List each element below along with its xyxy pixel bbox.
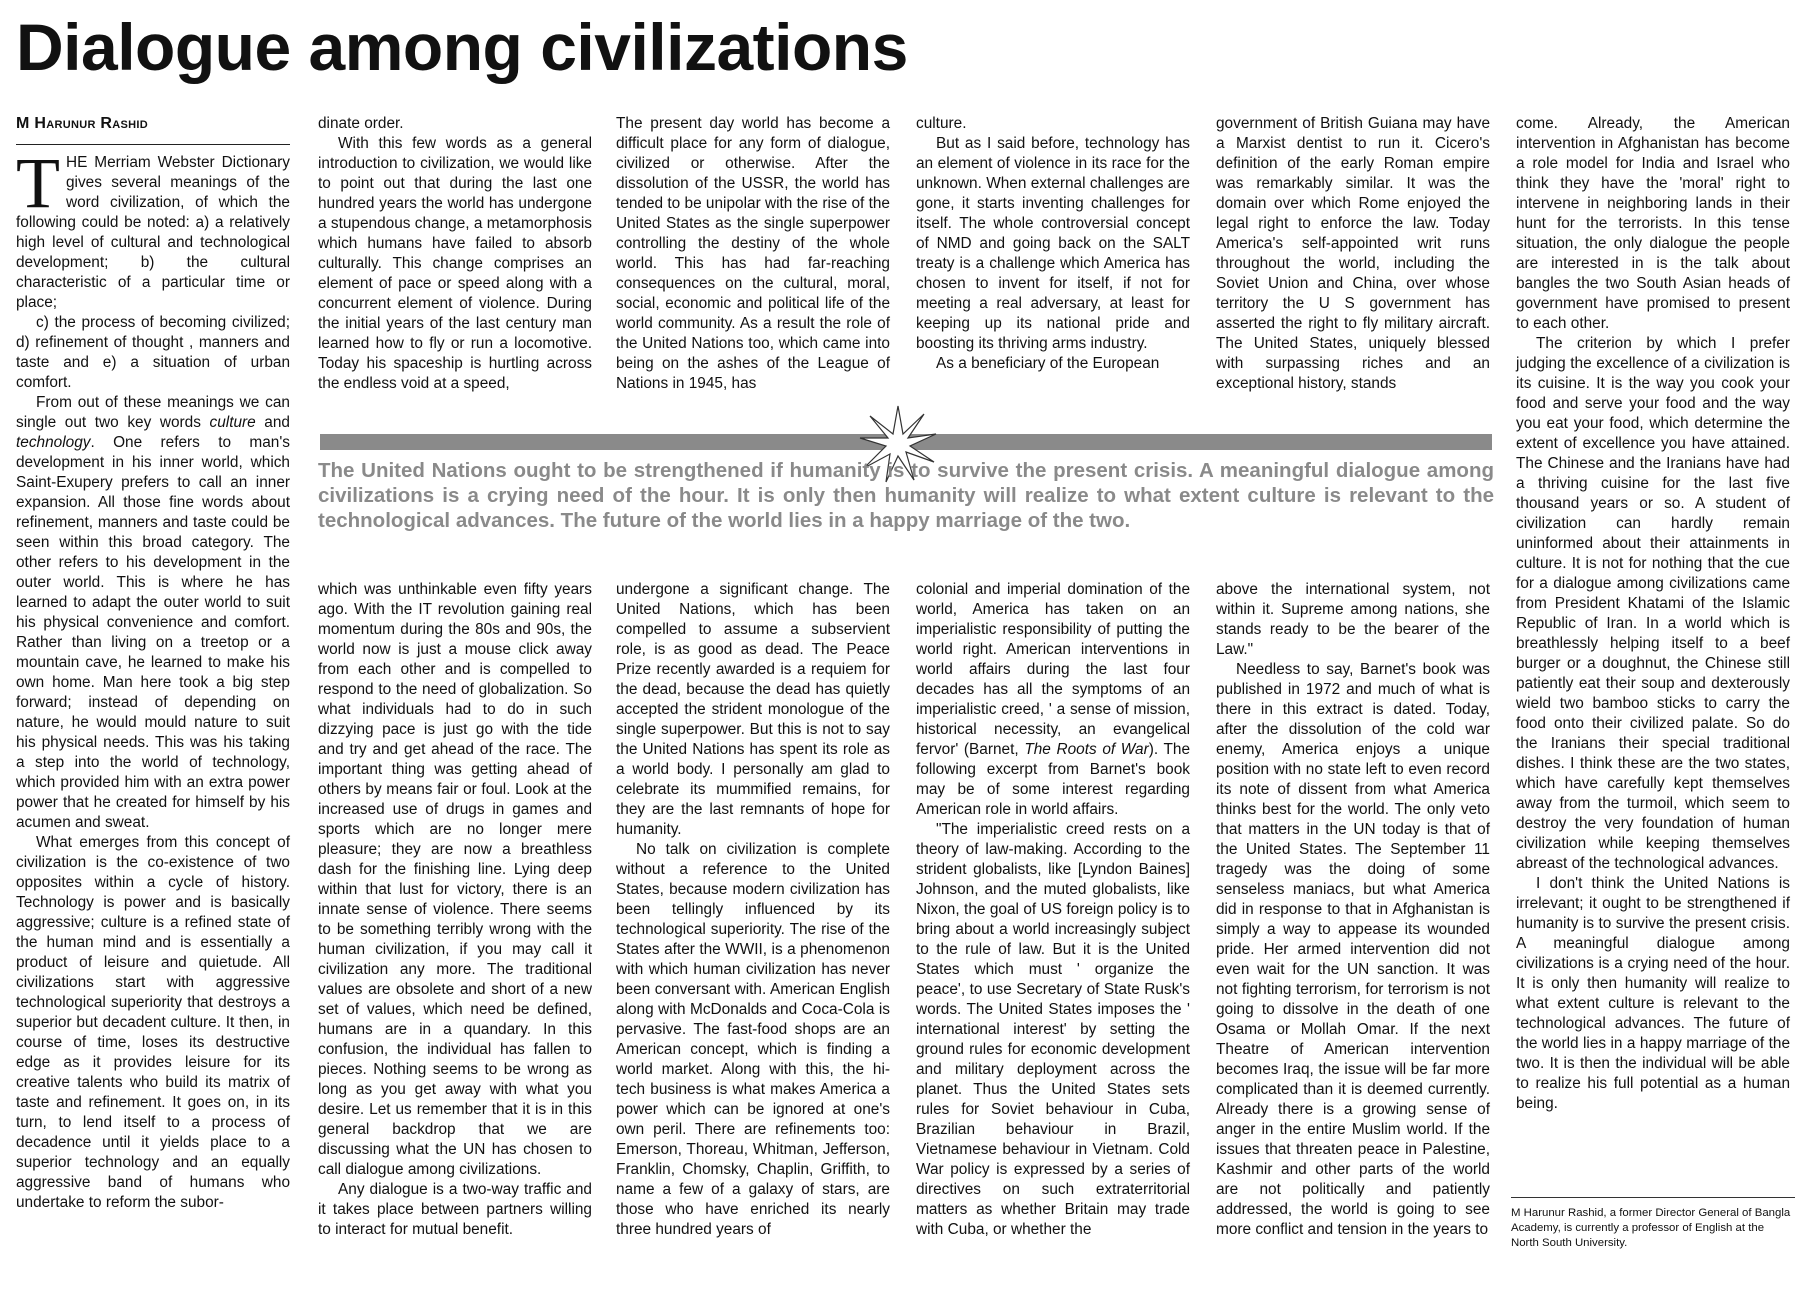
column-5-bottom — [1216, 580, 1490, 1240]
paragraph: come. Already, the American intervention in Afghanistan has become a role model for India and Israel who think they have the 'moral' right to intervene in neighboring lands in their hunt for the terrorists. In this tense situation, the only dialogue the people are interested in is the talk about bangles the two South Asian heads of government have promised to present to each other. — [1516, 115, 1790, 332]
paragraph: With this few words as a general introduction to civilization, we would like to point out that during the last one hundred years the world has undergone a stupendous change, a metamorphosis which humans have failed to absorb culturally. This change comprises an element of pace or speed along with a concurrent element of violence. During the initial years of the last century man learned how to fly or run a locomotive. Today his spaceship is hurtling across the endless void at a speed, — [318, 135, 592, 392]
paragraph: which was unthinkable even fifty years ago. With the IT revolution gaining real momentum during the 80s and 90s, the world now is just a mouse click away from each other and is compelled to respond to the need of globalization. So what individuals had to do in such dizzying pace is just go with the tide and try and get ahead of the race. The important thing was getting ahead of others by means fair or foul. Look at the increased use of drugs in games and sports which are no longer mere pleasure; they are now a breathless dash for the finishing line. Lying deep within that lust for victory, there is an innate sense of violence. There seems to be something terribly wrong with the human civilization, if you may call it civilization any more. The traditional values are obsolete and short of a new set of values, which need be defined, humans are in a quandary. In this confusion, the individual has fallen to pieces. Nothing seems to be wrong as long as you get away with what you desire. Let us remember that it is in this general backdrop that we are discussing what the UN has chosen to call dialogue among civilizations. — [318, 581, 592, 1178]
column-3-top — [616, 114, 890, 394]
paragraph: c) the process of becoming civilized; d) refinement of thought , manners and taste and e) a situation of urban comfort. — [16, 314, 290, 391]
drop-cap: T — [16, 143, 60, 223]
text-run: From out of these meanings we can single out two key words — [16, 394, 290, 431]
paragraph: dinate order. — [318, 115, 404, 132]
paragraph: The criterion by which I prefer judging the excellence of a civilization is its cuisine. It is the way you cook your food and serve your food and the way you eat your food, which determine the extent of excellence you have attained. The Chinese and the Iranians have had a thriving cuisine for the last five thousand years or so. A student of civilization can hardly remain uninformed about their attainments in culture. It is not for nothing that the cue for a dialogue among civilizations came from President Khatami of the Islamic Republic of Iran. In a world which is breathlessly helping itself to a beef burger or a doughnut, the Chinese still patiently eat their soup and dexterously wield two bamboo sticks to carry the food onto their civilized palate. So do the Iranians their special traditional dishes. I think these are the two states, which have carefully kept themselves away from the turmoil, which seem to destroy the very foundation of human civilization while keeping themselves abreast of the technological advances. — [1516, 335, 1790, 872]
byline: M Harunur Rashid — [16, 115, 149, 132]
text-run: . One refers to man's development in his inner world, which Saint-Exupery prefers to call an inner expansion. All those fine words about refinement, manners and taste could be seen within this broad category. The other refers to his development in the outer world. This is where he has learned to adapt the outer world to suit his physical convenience and comfort. Rather than living on a treetop or a mountain cave, he learned to make his own home. Man here took a big step forward; instead of depending on nature, he would mould nature to suit his physical needs. This was his taking a step into the world of technology, which provided him with an extra power power that he created for himself by his acumen and sweat. — [16, 434, 290, 831]
paragraph: undergone a significant change. The United Nations, which has been compelled to assume a subservient role, is as good as dead. The Peace Prize recently awarded is a requiem for the dead, because the dead has quietly accepted the strident monologue of the single superpower. But this is not to say the United Nations has spent its role as a world body. I personally am glad to celebrate its mummified remains, for they are the last remnants of hope for humanity. — [616, 581, 890, 838]
column-2-top — [318, 114, 592, 394]
paragraph: Any dialogue is a two-way traffic and it takes place between partners willing to interact for mutual benefit. — [318, 1181, 592, 1238]
headline: Dialogue among civilizations — [16, 10, 908, 84]
paragraph: Needless to say, Barnet's book was published in 1972 and much of what is there in this extract is dated. Today, after the dissolution of the cold war enemy, America enjoys a unique position with no state left to even record its note of dissent from what America thinks best for the world. The only veto that matters in the UN today is that of the United States. The September 11 tragedy was the doing of some senseless maniacs, but what America did in response to that in Afghanistan is simply a way to appease its wounded pride. Her armed intervention did not even wait for the UN sanction. It was not fighting terrorism, for terrorism is not going to dissolve in the death of one Osama or Mollah Omar. If the next Theatre of American intervention becomes Iraq, the issue will be far more complicated than it is deemed currently. Already there is a growing sense of anger in the entire Muslim world. If the issues that threaten peace in Palestine, Kashmir and other parts of the world are not politically and patiently addressed, the world is going to see more conflict and tension in the years to — [1216, 661, 1490, 1238]
book-title: The Roots of War — [1024, 741, 1149, 758]
column-6 — [1516, 114, 1790, 1114]
paragraph: I don't think the United Nations is irrelevant; it ought to be strengthened if humanity is to survive the present crisis. A meaningful dialogue among civilizations is a crying need of the hour. It is only then humanity will realize to what extent culture is relevant to the technological advances. The future of the world lies in a happy marriage of the two. It is then the individual will be able to realize his full potential as a human being. — [1516, 875, 1790, 1112]
paragraph: "The imperialistic creed rests on a theory of law-making. According to the strident globalists, like [Lyndon Baines] Johnson, and the muted globalists, like Nixon, the goal of US foreign policy is to bring about a world increasingly subject to the rule of law. But it is the United States which must ' organize the peace', to use Secretary of State Rusk's words. The United States imposes the ' international interest' by setting the ground rules for economic development and military deployment across the planet. Thus the United States sets rules for Soviet behaviour in Cuba, Brazilian behaviour in Brazil, Vietnamese behaviour in Vietnam. Cold War policy is expressed by a series of directives on such extraterritorial matters as whether Britain may trade with Cuba, or whether the — [916, 821, 1190, 1238]
intro-paragraph — [16, 143, 290, 313]
column-4-top — [916, 114, 1190, 374]
paragraph: But as I said before, technology has an element of violence in its race for the unknown. When external challenges are gone, it starts inventing challenges for itself. The whole controversial concept of NMD and going back on the SALT treaty is a challenge which America has chosen to invent for itself, if not for meeting a real adversary, at least for keeping up its national pride and boosting its thriving arms industry. — [916, 135, 1190, 352]
paragraph — [916, 580, 1190, 820]
text-run: and — [255, 414, 290, 431]
paragraph: culture. — [916, 115, 967, 132]
byline-block — [16, 114, 290, 145]
italic-term: technology — [16, 434, 91, 451]
paragraph: What emerges from this concept of civilization is the co-existence of two opposites within a cycle of history. Technology is power and is basically aggressive; culture is a refined state of the human mind and is essentially a product of leisure and quietude. All civilizations start with aggressive technological superiority that destroys a superior but decadent culture. It then, in course of time, loses its destructive edge as it provides leisure for its creative talents who build its matrix of taste and refinement. It goes on, in its turn, to lend itself to a process of decadence until it yields place to a superior technology and an equally aggressive band of humans who undertake to reform the subor- — [16, 834, 290, 1211]
author-bio: M Harunur Rashid, a former Director General of Bangla Academy, is currently a professor of English at the North South University. — [1511, 1197, 1795, 1251]
column-3-bottom — [616, 580, 890, 1240]
column-4-bottom — [916, 580, 1190, 1240]
text-run: colonial and imperial domination of the world, America has taken on an imperialistic responsibility of putting the world right. American interventions in world affairs during the last four decades has all the symptoms of an imperialistic creed, ' a sense of mission, historical necessity, an evangelical fervor' (Barnet, — [916, 581, 1190, 758]
column-5-top — [1216, 114, 1490, 394]
intro-text: HE Merriam Webster Dictionary gives several meanings of the word civilization, of which the following could be noted: a) a relatively high level of cultural and technological development; b) the cultural characteristic of a particular time or place; — [16, 154, 290, 311]
paragraph: above the international system, not within it. Supreme among nations, she stands ready to be the bearer of the Law." — [1216, 581, 1490, 658]
paragraph — [16, 393, 290, 833]
column-2-bottom — [318, 580, 592, 1240]
paragraph: government of British Guiana may have a Marxist dentist to run it. Cicero's definition of the early Roman empire was remarkably similar. It was the domain over which Rome enjoyed the legal right to enforce the law. Today America's self-appointed writ runs throughout the world, including the Soviet Union and China, over whose territory the U S government has asserted the right to fly military aircraft. The United States, uniquely blessed with surpassing riches and an exceptional history, stands — [1216, 115, 1490, 392]
text-run: ). The following excerpt from Barnet's book may be of some interest regarding American role in world affairs. — [916, 741, 1191, 818]
italic-term: culture — [209, 414, 256, 431]
paragraph: As a beneficiary of the European — [936, 355, 1160, 372]
pull-quote: The United Nations ought to be strengthened if humanity is to survive the present crisis. A meaningful dialogue among civilizations is a crying need of the hour. It is only then humanity will realize to what extent culture is relevant to the technological advances. The future of the world lies in a happy marriage of the two. — [318, 459, 1494, 532]
column-1 — [16, 114, 290, 1213]
paragraph: No talk on civilization is complete without a reference to the United States, because modern civilization has been tellingly influenced by its technological superiority. The rise of the States after the WWII, is a phenomenon with which human civilization has never been conversant with. American English along with McDonalds and Coca-Cola is pervasive. The fast-food shops are an American concept, which is finding a world market. Along with this, the hi-tech business is what makes America a power which can be ignored at one's own peril. There are refinements too: Emerson, Thoreau, Whitman, Jefferson, Franklin, Chomsky, Chaplin, Griffith, to name a few of a galaxy of stars, are those who have enriched its nearly three hundred years of — [616, 841, 890, 1238]
paragraph: The present day world has become a difficult place for any form of dialogue, civilized or otherwise. After the dissolution of the USSR, the world has tended to be unipolar with the rise of the United States as the single superpower controlling the destiny of the whole world. This has had far-reaching consequences on the cultural, moral, social, economic and political life of the world community. As a result the role of the United Nations too, which came into being on the ashes of the League of Nations in 1945, has — [616, 115, 890, 392]
